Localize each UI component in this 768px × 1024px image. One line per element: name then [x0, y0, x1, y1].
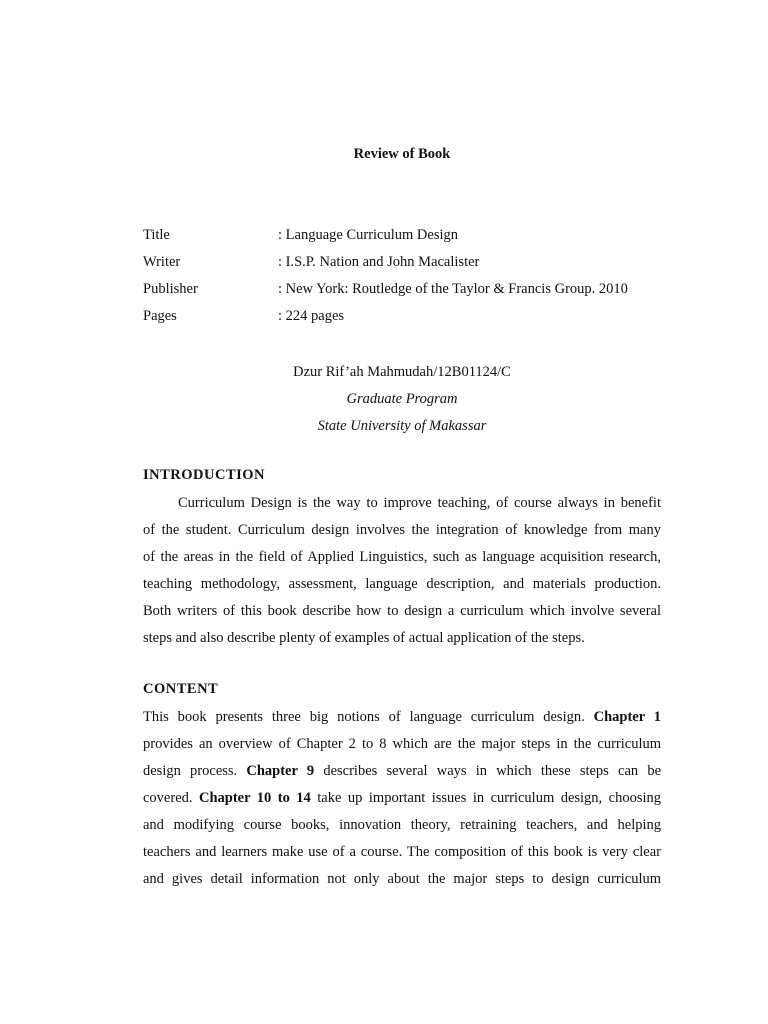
meta-value: : I.S.P. Nation and John Macalister [278, 254, 480, 270]
meta-label: Publisher [143, 281, 198, 297]
document-title: Review of Book [353, 146, 451, 162]
paragraph-line: steps and also describe plenty of examples of actual application of the steps. [143, 630, 585, 646]
paragraph-line: of the areas in the field of Applied Linguistics, such as language acquisition research, [143, 549, 661, 565]
paragraph-line [143, 704, 661, 731]
chapter-reference: Chapter 10 to 14 [199, 790, 311, 806]
meta-label: Title [143, 227, 170, 243]
meta-row-writer [143, 253, 683, 280]
meta-row-publisher [143, 280, 683, 307]
paragraph-line: and modifying course books, innovation theory, retraining teachers, and helping [143, 817, 661, 833]
text-run: This book presents three big notions of language curriculum design. [143, 709, 585, 725]
author-program: Graduate Program [346, 391, 458, 407]
content-heading: CONTENT [143, 681, 219, 697]
paragraph-line: provides an overview of Chapter 2 to 8 which are the major steps in the curriculum [143, 736, 661, 752]
text-run: design process. [143, 763, 238, 779]
author-university: State University of Makassar [317, 418, 487, 434]
meta-row-title [143, 226, 683, 253]
text-run: take up important issues in curriculum design, choosing [317, 790, 662, 806]
meta-value: : 224 pages [278, 308, 345, 324]
introduction-heading: INTRODUCTION [143, 467, 266, 483]
text-run: describes several ways in which these steps can be [323, 763, 662, 779]
paragraph-line: Both writers of this book describe how to design a curriculum which involve several [143, 603, 661, 619]
meta-label: Pages [143, 308, 177, 324]
meta-value: : Language Curriculum Design [278, 227, 458, 243]
paragraph-line: teachers and learners make use of a course. The composition of this book is very clear [143, 844, 661, 860]
paragraph-line: teaching methodology, assessment, language description, and materials production. [143, 576, 661, 592]
author-name: Dzur Rif’ah Mahmudah/12B01124/C [293, 364, 511, 380]
author-block [0, 359, 768, 440]
meta-value: : New York: Routledge of the Taylor & Francis Group. 2010 [278, 281, 628, 297]
paragraph-line [143, 785, 661, 812]
paragraph-line [143, 758, 661, 785]
paragraph-line: Curriculum Design is the way to improve teaching, of course always in benefit [178, 495, 661, 511]
paragraph-line: and gives detail information not only about the major steps to design curriculum [143, 871, 661, 887]
content-paragraph [143, 704, 661, 893]
chapter-reference: Chapter 9 [246, 763, 315, 779]
paragraph-line: of the student. Curriculum design involves the integration of knowledge from many [143, 522, 661, 538]
text-run: covered. [143, 790, 193, 806]
meta-row-pages [143, 307, 683, 334]
chapter-reference: Chapter 1 [593, 709, 661, 725]
meta-label: Writer [143, 254, 181, 270]
introduction-paragraph [143, 490, 661, 652]
book-metadata [143, 226, 683, 334]
